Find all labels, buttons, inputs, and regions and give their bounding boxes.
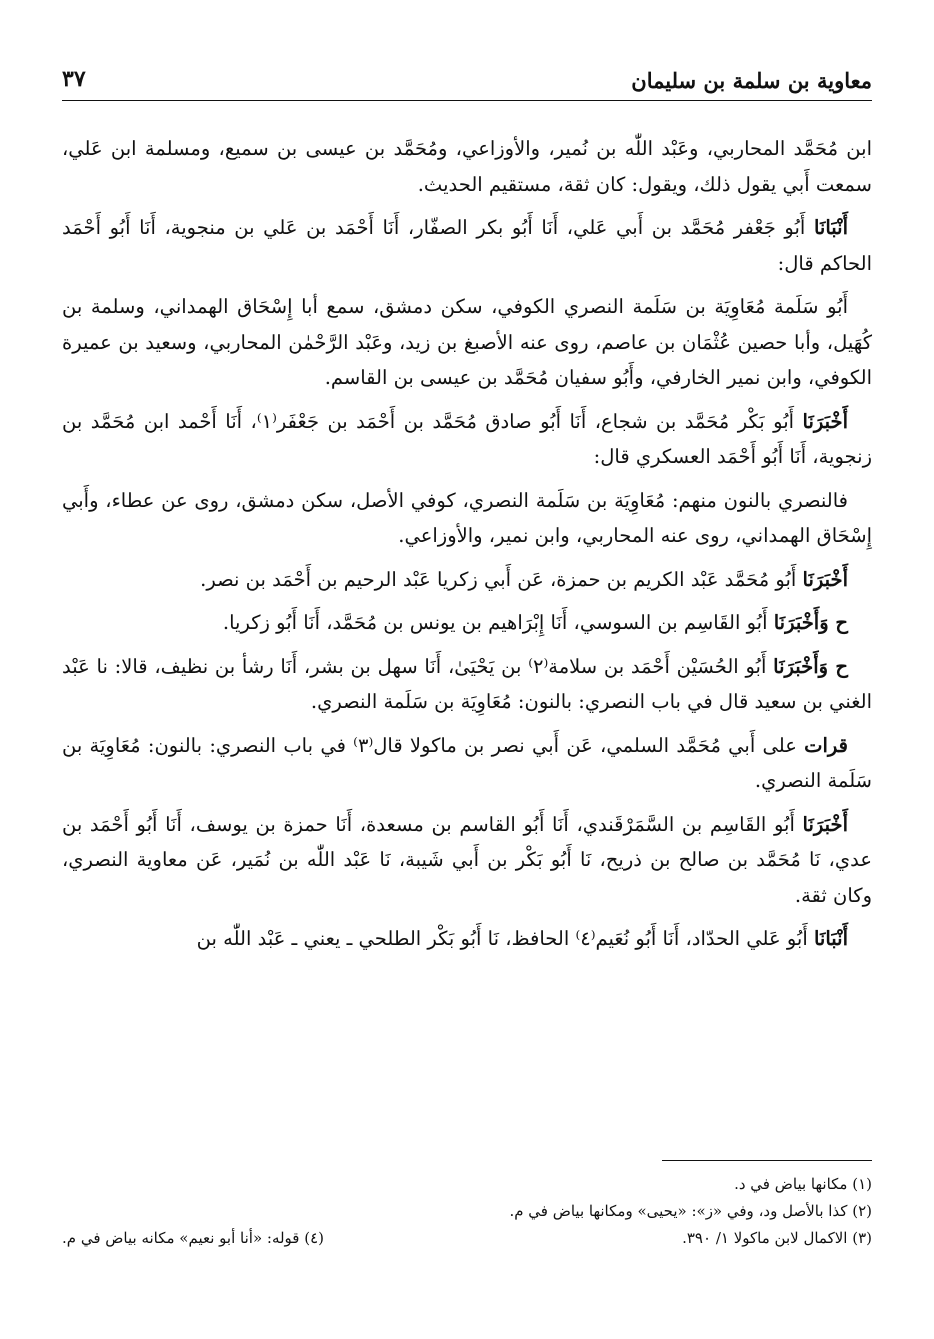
paragraph <box>62 562 872 598</box>
page-header <box>62 60 872 101</box>
paragraph <box>62 404 872 475</box>
footnote-divider <box>662 1160 872 1161</box>
paragraph <box>62 921 872 957</box>
footnote-4: (٤) قوله: «أنا أبو نعيم» مكانه بياض في م. <box>62 1229 325 1247</box>
paragraph-text: أَبُو القَاسِم بن السَّمَرْقَندي، أَنَا أَبُو القاسم بن مسعدة، أَنَا حمزة بن يوسف، أَنَا أَبُو أَحْمَد بن عدي، نَا مُحَمَّد بن صالح بن ذريح، نَا أَبُو بَكْر بن أَبي شَيبة، نَا عَبْد اللّٰه بن نُمَير، عَن معاوية النصري، وكان ثقة. <box>62 812 872 907</box>
paragraph-text: أَبُو بَكْر مُحَمَّد بن شجاع، أَنَا أَبُو صادق مُحَمَّد بن أَحْمَد بن جَعْفَر⁽١⁾، أَنَا أَحْمد ابن مُحَمَّد بن زنجوية، أَنَا أَبُو أَحْمَد العسكري قال: <box>62 409 872 468</box>
paragraph-keyword: أَنْبَانَا <box>813 927 848 950</box>
paragraph-text: أَبُو سَلَمة مُعَاوِيَة بن سَلَمة النصري الكوفي، سكن دمشق، سمع أبا إِسْحَاق الهمداني، وسلمة بن كُهَيل، وأبا حصين عُثْمَان بن عاصم، روى عنه الأصبغ بن زيد، وعَبْد الرَّحْمٰن المحاربي، وسعيد بن عميرة الكوفي، وابن نمير الخارفي، وأَبُو سفيان مُحَمَّد بن عيسى بن القاسم. <box>62 295 872 389</box>
paragraph-text: ابن مُحَمَّد المحاربي، وعَبْد اللّٰه بن نُمير، والأوزاعي، ومُحَمَّد بن عيسى بن سميع، ومسلمة ابن عَلي، سمعت أَبي يقول ذلك، ويقول: كان ثقة، مستقيم الحديث. <box>62 137 872 196</box>
paragraph-keyword: أَخْبَرَنَا <box>802 409 848 433</box>
paragraph <box>62 807 872 914</box>
footnotes <box>62 1160 872 1252</box>
footnote-2: (٢) كذا بالأصل ود، وفي «ز»: «يحيى» ومكانها بياض في م. <box>509 1202 872 1220</box>
paragraph <box>62 728 872 799</box>
page-number: ٣٧ <box>62 66 86 92</box>
running-title: معاوية بن سلمة بن سليمان <box>631 68 872 93</box>
paragraph-text: فالنصري بالنون منهم: مُعَاوِيَة بن سَلَمة النصري، كوفي الأصل، سكن دمشق، روى عن عطاء، وأَبي إِسْحَاق الهمداني، روى عنه المحاربي، وابن نمير، والأوزاعي. <box>62 488 872 547</box>
paragraph-text: أَبُو مُحَمَّد عَبْد الكريم بن حمزة، عَن أَبي زكريا عَبْد الرحيم بن أَحْمَد بن نصر. <box>200 567 803 591</box>
footnote-1: (١) مكانها بياض في د. <box>734 1175 872 1193</box>
paragraph <box>62 289 872 396</box>
body-text <box>62 131 872 957</box>
footnote-row <box>62 1225 872 1252</box>
document-page <box>62 60 872 1299</box>
paragraph <box>62 605 872 641</box>
paragraph <box>62 483 872 554</box>
footnote-3: (٣) الاكمال لابن ماكولا ١/ ٣٩٠. <box>682 1229 872 1247</box>
paragraph <box>62 210 872 281</box>
paragraph-keyword: قرات <box>804 733 848 757</box>
paragraph-keyword: ح وَأَخْبَرَنَا <box>773 611 848 634</box>
paragraph-keyword: أَخْبَرَنَا <box>802 567 848 591</box>
paragraph-text: أَبُو القَاسِم بن السوسي، أَنَا إِبْرَاهيم بن يونس بن مُحَمَّد، أَنَا أَبُو زكريا. <box>222 611 774 634</box>
paragraph-text: أَبُو جَعْفر مُحَمَّد بن أَبي عَلي، أَنَا أَبُو بكر الصفّار، أَنَا أَحْمَد بن عَلي بن منجوية، أَنَا أَبُو أَحْمَد الحاكم قال: <box>62 216 872 275</box>
paragraph <box>62 649 872 720</box>
paragraph-keyword: أَنْبَانَا <box>813 216 848 239</box>
paragraph-text: على أَبي مُحَمَّد السلمي، عَن أَبي نصر بن ماكولا قال⁽٣⁾ في باب النصري: بالنون: مُعَاوِيَة بن سَلَمة النصري. <box>62 733 872 792</box>
paragraph-text: أَبُو الحُسَيْن أَحْمَد بن سلامة⁽٢⁾ بن يَحْيَىٰ، أَنَا سهل بن بشر، أَنَا رشأ بن نظيف، قالا: نا عَبْد الغني بن سعيد قال في باب النصري: بالنون: مُعَاوِيَة بن سَلَمة النصري. <box>62 654 872 713</box>
paragraph <box>62 131 872 202</box>
paragraph-text: أَبُو عَلي الحدّاد، أَنَا أَبُو نُعَيم⁽٤⁾ الحافظ، نَا أَبُو بَكْر الطلحي ـ يعني ـ عَبْد اللّٰه بن <box>196 927 814 950</box>
paragraph-keyword: أَخْبَرَنَا <box>802 812 848 836</box>
paragraph-keyword: ح وَأَخْبَرَنَا <box>773 654 848 678</box>
